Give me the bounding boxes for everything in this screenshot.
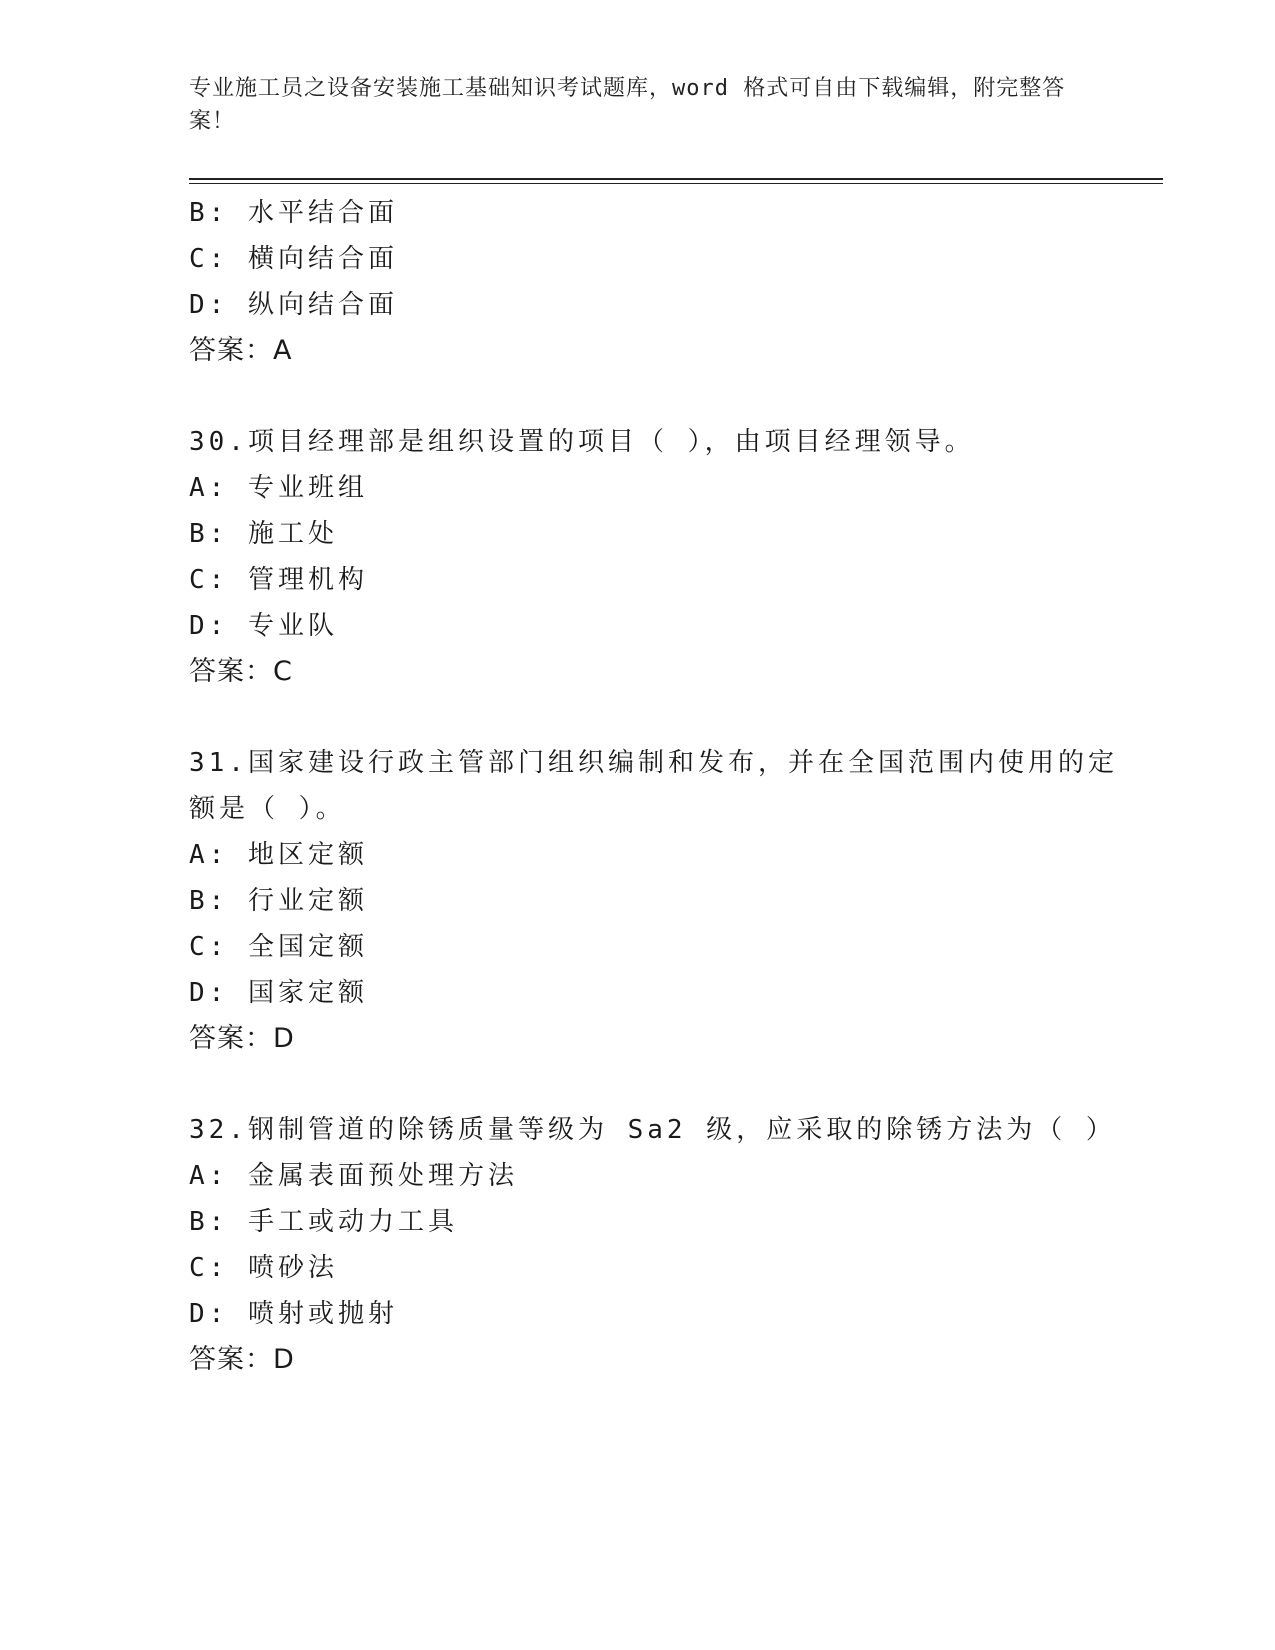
option-a: A: 地区定额 (189, 840, 368, 870)
option-d: D: 纵向结合面 (189, 290, 398, 320)
answer-line: 答案：D (189, 1023, 295, 1054)
option-b: B: 手工或动力工具 (189, 1207, 458, 1237)
question-31 (189, 740, 1149, 1062)
question-stem-line-2: 额是（ ）。 (189, 794, 346, 824)
option-a: A: 专业班组 (189, 473, 368, 503)
option-a: A: 金属表面预处理方法 (189, 1161, 518, 1191)
question-stem: 30.项目经理部是组织设置的项目（ ），由项目经理领导。 (189, 427, 975, 457)
option-d: D: 国家定额 (189, 978, 368, 1008)
option-b: B: 施工处 (189, 519, 338, 549)
question-stem-line-1: 31.国家建设行政主管部门组织编制和发布，并在全国范围内使用的定 (189, 748, 1118, 778)
option-d: D: 专业队 (189, 611, 338, 641)
document-header: 专业施工员之设备安装施工基础知识考试题库，word 格式可自由下载编辑，附完整答案！ (189, 76, 1066, 134)
question-stem: 32.钢制管道的除锈质量等级为 Sa2 级，应采取的除锈方法为（ ） (189, 1115, 1116, 1145)
option-c: C: 喷砂法 (189, 1253, 338, 1283)
option-b: B: 水平结合面 (189, 198, 398, 228)
option-c: C: 横向结合面 (189, 244, 398, 274)
answer-line: 答案：D (189, 1344, 295, 1375)
question-30 (189, 419, 1149, 695)
answer-line: 答案：A (189, 335, 293, 366)
option-c: C: 全国定额 (189, 932, 368, 962)
question-29-fragment (189, 190, 1149, 374)
document-body (189, 190, 1149, 1383)
option-c: C: 管理机构 (189, 565, 368, 595)
answer-line: 答案：C (189, 656, 293, 687)
question-32 (189, 1107, 1149, 1383)
header-divider (189, 178, 1163, 184)
option-b: B: 行业定额 (189, 886, 368, 916)
option-d: D: 喷射或抛射 (189, 1299, 398, 1329)
